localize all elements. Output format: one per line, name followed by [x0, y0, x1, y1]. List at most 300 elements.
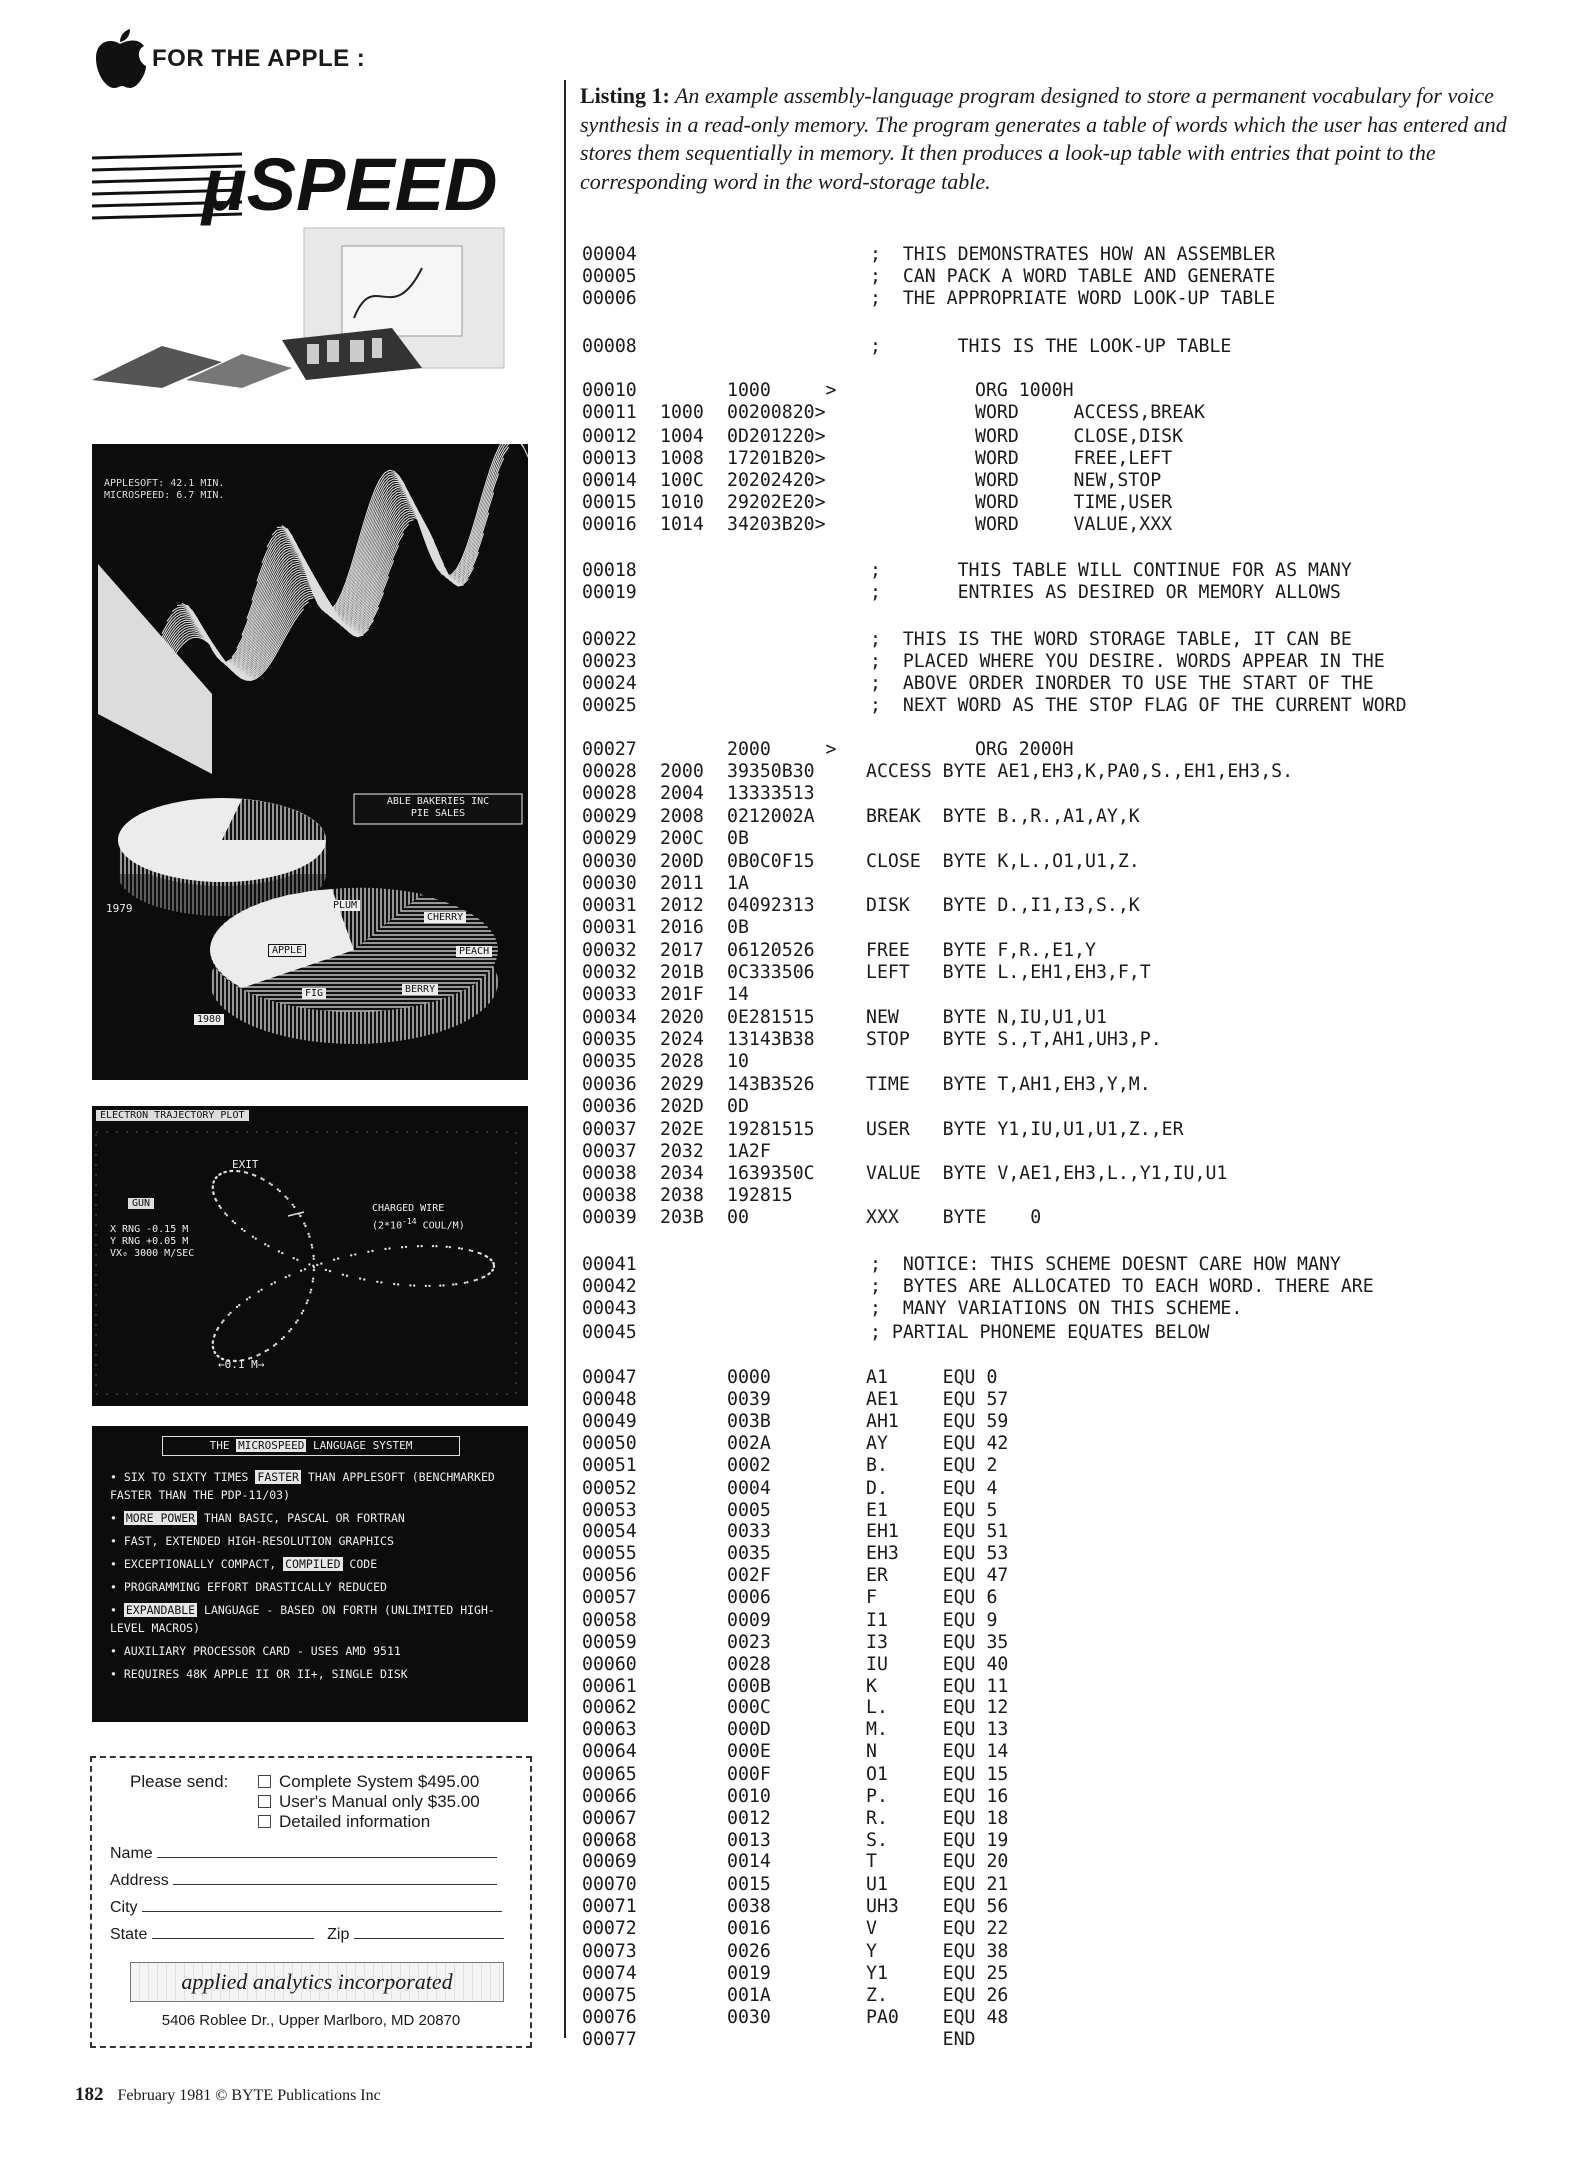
listing-field-c3: 001A [727, 1985, 771, 2006]
trajectory-dot [252, 1236, 254, 1238]
option-label: User's Manual only $35.00 [279, 1792, 480, 1811]
listing-field-c1: 00018 [582, 560, 637, 581]
trajectory-dot [256, 1354, 258, 1356]
listing-field-c3: 0038 [727, 1896, 771, 1917]
listing-caption-text: An example assembly-language program designed to store a permanent vocabulary for voice synthesis in a read-only memory. The program generates a table of words which the user has entered and stores them sequentially in memory. It then produces a look-up table with entries that point to the corresponding word in the word-storage table. [580, 83, 1507, 194]
year-1979: 1979 [106, 902, 133, 915]
listing-field-c1: 00033 [582, 984, 637, 1005]
listing-field-c1: 00031 [582, 917, 637, 938]
option-detailed-info[interactable] [258, 1812, 480, 1832]
zip-field-label: Zip [327, 1926, 350, 1943]
listing-field-c1: 00025 [582, 695, 637, 716]
trajectory-dot [269, 1182, 271, 1184]
listing-field-c1: 00028 [582, 783, 637, 804]
listing-field-c4: BREAK BYTE B.,R.,A1,AY,K [866, 806, 1140, 827]
listing-field-c2: 2012 [660, 895, 704, 916]
apple-logo-icon [92, 28, 148, 90]
listing-field-c3: 10 [727, 1051, 749, 1072]
listing-field-c3: 19281515 [727, 1119, 815, 1140]
listing-field-c1: 00063 [582, 1719, 637, 1740]
listing-field-c3: 34203B20> [727, 514, 826, 535]
slice-apple: APPLE [268, 944, 306, 957]
trajectory-dot [236, 1306, 238, 1308]
state-field-label: State [110, 1926, 148, 1943]
feature-item: • SIX TO SIXTY TIMES FASTER THAN APPLESOFT (BENCHMARKED FASTER THAN THE PDP-11/03) [110, 1470, 495, 1502]
feature-item-hl: EXPANDABLE [125, 1603, 196, 1617]
feature-item: • REQUIRES 48K APPLE II OR II+, SINGLE DISK [110, 1667, 408, 1681]
listing-field-c2: 2000 [660, 761, 704, 782]
feature-item: • EXPANDABLE LANGUAGE - BASED ON FORTH (UNLIMITED HIGH-LEVEL MACROS) [110, 1603, 495, 1635]
listing-field-c3: 0039 [727, 1389, 771, 1410]
listing-field-c4: NEW BYTE N,IU,U1,U1 [866, 1007, 1107, 1028]
feature-item-pre: FAST, EXTENDED HIGH-RESOLUTION GRAPHICS [123, 1534, 394, 1548]
slice-berry: BERRY [402, 984, 438, 995]
listing-field-c1: 00029 [582, 828, 637, 849]
listing-field-c4: R. EQU 18 [866, 1808, 1009, 1829]
trajectory-dot [213, 1351, 215, 1353]
listing-field-c1: 00015 [582, 492, 637, 513]
listing-field-c1: 00076 [582, 2007, 637, 2028]
listing-field-c4: P. EQU 16 [866, 1786, 1009, 1807]
listing-field-c4: END [866, 2029, 976, 2050]
listing-field-c4: TIME BYTE T,AH1,EH3,Y,M. [866, 1074, 1151, 1095]
listing-field-c1: 00053 [582, 1500, 637, 1521]
trajectory-dot [376, 1281, 378, 1283]
listing-field-c2: 2029 [660, 1074, 704, 1095]
listing-field-c1: 00055 [582, 1543, 637, 1564]
listing-field-c1: 00051 [582, 1455, 637, 1476]
trajectory-param-1: X RNG -0.15 M [110, 1224, 189, 1235]
benchmark-surface-plot [92, 444, 528, 782]
listing-field-c3: 0013 [727, 1830, 771, 1851]
trajectory-dot [490, 1259, 492, 1261]
feature-header-post: LANGUAGE SYSTEM [306, 1439, 413, 1452]
listing-field-c2: 1000 [660, 402, 704, 423]
trajectory-dot [308, 1235, 310, 1237]
listing-field-c1: 00068 [582, 1830, 637, 1851]
listing-field-c1: 00073 [582, 1941, 637, 1962]
listing-field-c1: 00056 [582, 1565, 637, 1586]
trajectory-dot [316, 1264, 318, 1266]
listing-field-c4: M. EQU 13 [866, 1719, 1009, 1740]
listing-field-c1: 00067 [582, 1808, 637, 1829]
trajectory-dot [218, 1205, 220, 1207]
trajectory-dot [493, 1263, 495, 1265]
trajectory-dot [461, 1248, 463, 1250]
trajectory-dot [466, 1281, 468, 1283]
trajectory-dot [224, 1212, 226, 1214]
listing-field-c3: 0012 [727, 1808, 771, 1829]
listing-field-c1: 00019 [582, 582, 637, 603]
option-users-manual[interactable] [258, 1792, 480, 1812]
listing-field-c1: 00016 [582, 514, 637, 535]
trajectory-dot [278, 1250, 280, 1252]
listing-field-c1: 00012 [582, 426, 637, 447]
listing-field-c3: 13143B38 [727, 1029, 815, 1050]
listing-field-c1: 00043 [582, 1298, 637, 1319]
listing-field-c4: UH3 EQU 56 [866, 1896, 1009, 1917]
listing-field-c3: 192815 [727, 1185, 793, 1206]
feature-list [110, 1468, 516, 1688]
listing-field-c1: 00037 [582, 1119, 637, 1140]
trajectory-dot [435, 1245, 437, 1247]
listing-field-c4: A1 EQU 0 [866, 1367, 998, 1388]
trajectory-dot [288, 1330, 290, 1332]
listing-field-c5: ; THIS TABLE WILL CONTINUE FOR AS MANY [870, 560, 1352, 581]
trajectory-dot [491, 1269, 493, 1271]
page-number: 182 [75, 2084, 104, 2105]
trajectory-dot [286, 1197, 288, 1199]
listing-field-c2: 100C [660, 470, 704, 491]
trajectory-dot [275, 1343, 277, 1345]
trajectory-dot [300, 1270, 302, 1272]
trajectory-dot [474, 1279, 476, 1281]
listing-field-c4: FREE BYTE F,R.,E1,Y [866, 940, 1096, 961]
listing-field-c3: 29202E20> [727, 492, 826, 513]
trajectory-dot [222, 1319, 224, 1321]
trajectory-dot [350, 1254, 352, 1256]
listing-field-c3: 0E281515 [727, 1007, 815, 1028]
trajectory-dot [405, 1246, 407, 1248]
listing-field-c4: IU EQU 40 [866, 1654, 1009, 1675]
year-1980: 1980 [194, 1014, 224, 1025]
listing-field-c1: 00054 [582, 1521, 637, 1542]
trajectory-dot [283, 1336, 285, 1338]
option-complete-system[interactable] [258, 1772, 480, 1792]
listing-field-c3: 0B [727, 828, 749, 849]
trajectory-dot [464, 1282, 466, 1284]
listing-field-c1: 00049 [582, 1411, 637, 1432]
listing-field-c2: 2034 [660, 1163, 704, 1184]
listing-field-c5: ; ABOVE ORDER INORDER TO USE THE START OF THE [870, 673, 1374, 694]
listing-field-c3: 000E [727, 1741, 771, 1762]
surface-wave-line [317, 444, 519, 613]
listing-field-c2: 203B [660, 1207, 704, 1228]
trajectory-dot [229, 1312, 231, 1314]
zip-field[interactable] [354, 1938, 504, 1939]
trajectory-dot [262, 1178, 264, 1180]
listing-field-c4: AY EQU 42 [866, 1433, 1009, 1454]
name-field-label: Name [110, 1845, 153, 1862]
checkbox[interactable] [258, 1775, 271, 1788]
listing-field-c5: ; THIS IS THE LOOK-UP TABLE [870, 336, 1232, 357]
option-label: Detailed information [279, 1812, 431, 1831]
trajectory-dot [354, 1253, 356, 1255]
trajectory-dot [279, 1190, 281, 1192]
trajectory-dot [212, 1340, 214, 1342]
listing-field-c1: 00070 [582, 1874, 637, 1895]
trajectory-dot [401, 1246, 403, 1248]
trajectory-dot [293, 1257, 295, 1259]
listing-field-c1: 00061 [582, 1676, 637, 1697]
trajectory-dot [243, 1230, 245, 1232]
name-field[interactable] [157, 1857, 497, 1858]
trajectory-dot [469, 1249, 471, 1251]
order-coupon [90, 1756, 532, 2048]
listing-field-c1: 00036 [582, 1074, 637, 1095]
trajectory-dot [254, 1174, 256, 1176]
address-field-label: Address [110, 1872, 169, 1889]
trajectory-dot [304, 1268, 306, 1270]
trajectory-dot [313, 1266, 315, 1268]
listing-field-c3: 20202420> [727, 470, 826, 491]
listing-field-c4: CLOSE BYTE K,L.,O1,U1,Z. [866, 851, 1140, 872]
column-divider [564, 80, 566, 2038]
listing-field-c3: 000C [727, 1697, 771, 1718]
trajectory-dot [367, 1251, 369, 1253]
trajectory-dot [481, 1276, 483, 1278]
trajectory-dot [295, 1321, 297, 1323]
trajectory-dot [241, 1228, 243, 1230]
trajectory-wire-value: (2*10 [372, 1220, 403, 1232]
trajectory-param-2: Y RNG +0.05 M [110, 1236, 189, 1247]
listing-field-c1: 00039 [582, 1207, 637, 1228]
listing-field-c4: E1 EQU 5 [866, 1500, 998, 1521]
listing-field-c4: O1 EQU 15 [866, 1764, 1009, 1785]
listing-field-c4: DISK BYTE D.,I1,I3,S.,K [866, 895, 1140, 916]
listing-field-c2: 201B [660, 962, 704, 983]
trajectory-dot [471, 1250, 473, 1252]
trajectory-param-3: VX₀ 3000 M/SEC [110, 1248, 195, 1259]
listing-field-c4: T EQU 20 [866, 1851, 1009, 1872]
trajectory-dot [265, 1350, 267, 1352]
hero-product-illustration [92, 118, 510, 388]
listing-field-c3: 0019 [727, 1963, 771, 1984]
listing-field-c1: 00038 [582, 1185, 637, 1206]
listing-field-c3: 1A2F [727, 1141, 771, 1162]
checkbox[interactable] [258, 1815, 271, 1828]
trajectory-dot [309, 1291, 311, 1293]
trajectory-dot [255, 1237, 257, 1239]
listing-field-c5: ; MANY VARIATIONS ON THIS SCHEME. [870, 1298, 1243, 1319]
listing-field-c1: 00032 [582, 962, 637, 983]
listing-field-c4: AE1 EQU 57 [866, 1389, 1009, 1410]
listing-field-c4: STOP BYTE S.,T,AH1,UH3,P. [866, 1029, 1162, 1050]
listing-field-c1: 00035 [582, 1051, 637, 1072]
trajectory-dot [329, 1270, 331, 1272]
trajectory-dot [246, 1298, 248, 1300]
page-footer [75, 2084, 381, 2106]
option-label: Complete System $495.00 [279, 1772, 480, 1791]
trajectory-dot [313, 1258, 315, 1260]
city-field[interactable] [142, 1911, 502, 1912]
listing-field-c3: 06120526 [727, 940, 815, 961]
feature-item-hl: FASTER [257, 1470, 299, 1484]
listing-label: Listing 1: [580, 83, 670, 108]
listing-field-c3: 0015 [727, 1874, 771, 1895]
trajectory-dot [281, 1252, 283, 1254]
listing-field-c3: 000D [727, 1719, 771, 1740]
feature-list-panel [92, 1426, 528, 1722]
pie-sales-chart [92, 774, 528, 1080]
trajectory-dot [228, 1314, 230, 1316]
feature-item: • EXCEPTIONALLY COMPACT, COMPILED CODE [110, 1557, 378, 1571]
slice-fig: FIG [302, 988, 326, 999]
listing-field-c2: 202E [660, 1119, 704, 1140]
checkbox[interactable] [258, 1795, 271, 1808]
listing-field-c3: 000F [727, 1764, 771, 1785]
listing-field-c1: 00022 [582, 629, 637, 650]
trajectory-dot [425, 1285, 427, 1287]
trajectory-dot [290, 1328, 292, 1330]
listing-field-c3: 002F [727, 1565, 771, 1586]
listing-field-c1: 00066 [582, 1786, 637, 1807]
listing-field-c4: L. EQU 12 [866, 1697, 1009, 1718]
trajectory-dot [257, 1290, 259, 1292]
listing-field-c2: 2008 [660, 806, 704, 827]
listing-field-c1: 00024 [582, 673, 637, 694]
listing-field-c4: EH3 EQU 53 [866, 1543, 1009, 1564]
trajectory-wire-unit: COUL/M) [416, 1220, 465, 1232]
listing-field-c3: 00200820> [727, 402, 826, 423]
trajectory-dot [219, 1173, 221, 1175]
surface-wave-line [222, 516, 424, 663]
listing-field-c1: 00011 [582, 402, 637, 423]
trajectory-dot [274, 1281, 276, 1283]
trajectory-dot [238, 1304, 240, 1306]
trajectory-dot [333, 1259, 335, 1261]
trajectory-dot [296, 1259, 298, 1261]
listing-field-c3: 0D201220> [727, 426, 826, 447]
listing-field-c3: 0006 [727, 1587, 771, 1608]
listing-field-c2: 2011 [660, 873, 704, 894]
trajectory-dot [363, 1278, 365, 1280]
listing-field-c4: F EQU 6 [866, 1587, 998, 1608]
trajectory-dot [301, 1312, 303, 1314]
listing-field-c2: 1008 [660, 448, 704, 469]
trajectory-dot [342, 1274, 344, 1276]
trajectory-dot [417, 1245, 419, 1247]
listing-field-c1: 00074 [582, 1963, 637, 1984]
trajectory-dot [449, 1246, 451, 1248]
listing-field-c4: Z. EQU 26 [866, 1985, 1009, 2006]
trajectory-dot [359, 1277, 361, 1279]
feature-header [162, 1436, 460, 1456]
listing-field-c3: 0016 [727, 1918, 771, 1939]
listing-field-c3: 0B0C0F15 [727, 851, 815, 872]
trajectory-dot [346, 1275, 348, 1277]
listing-field-c1: 00052 [582, 1478, 637, 1499]
trajectory-dot [442, 1284, 444, 1286]
listing-field-c3: 0005 [727, 1500, 771, 1521]
listing-field-c1: 00047 [582, 1367, 637, 1388]
trajectory-dot [267, 1245, 269, 1247]
trajectory-dot [212, 1185, 214, 1187]
electron-trajectory-plot [92, 1106, 528, 1406]
company-address: 5406 Roblee Dr., Upper Marlboro, MD 20870 [161, 2012, 461, 2029]
listing-field-c1: 00058 [582, 1610, 637, 1631]
listing-field-c1: 00042 [582, 1276, 637, 1297]
trajectory-dot [306, 1302, 308, 1304]
company-name: applied analytics incorporated [130, 1962, 504, 2002]
listing-field-c3: 0026 [727, 1941, 771, 1962]
listing-field-c1: 00057 [582, 1587, 637, 1608]
trajectory-dot [285, 1276, 287, 1278]
trajectory-dot [232, 1220, 234, 1222]
listing-field-c1: 00030 [582, 873, 637, 894]
listing-field-c4: VALUE BYTE V,AE1,EH3,L.,Y1,IU,U1 [866, 1163, 1228, 1184]
listing-field-c2: 2024 [660, 1029, 704, 1050]
listing-field-c3: 0023 [727, 1632, 771, 1653]
listing-field-c1: 00048 [582, 1389, 637, 1410]
listing-field-c2: 202D [660, 1096, 704, 1117]
trajectory-dot [371, 1250, 373, 1252]
feature-item-pre: EXCEPTIONALLY COMPACT, [123, 1557, 284, 1571]
listing-field-c4: ACCESS BYTE AE1,EH3,K,PA0,S.,EH1,EH3,S. [866, 761, 1294, 782]
listing-field-c2: 2028 [660, 1051, 704, 1072]
state-field[interactable] [152, 1938, 314, 1939]
listing-field-c2: 200C [660, 828, 704, 849]
listing-field-c4: EH1 EQU 51 [866, 1521, 1009, 1542]
trajectory-dot [455, 1283, 457, 1285]
listing-field-c8: WORD VALUE,XXX [975, 514, 1173, 535]
trajectory-dot [446, 1246, 448, 1248]
listing-field-c3: 0014 [727, 1851, 771, 1872]
listing-field-c8: WORD ACCESS,BREAK [975, 402, 1205, 423]
listing-field-c3: 39350B30 [727, 761, 815, 782]
listing-field-c1: 00077 [582, 2029, 637, 2050]
listing-field-c1: 00023 [582, 651, 637, 672]
listing-field-c1: 00075 [582, 1985, 637, 2006]
pie-title-1: ABLE BAKERIES INC [386, 796, 490, 807]
listing-field-c1: 00038 [582, 1163, 637, 1184]
feature-item-post: LANGUAGE - BASED ON FORTH (UNLIMITED HIGH-LEVEL MACROS) [110, 1603, 495, 1635]
listing-field-c2: 2016 [660, 917, 704, 938]
listing-field-c8: ORG 1000H [975, 380, 1074, 401]
trajectory-dot [212, 1191, 214, 1193]
listing-field-c1: 00060 [582, 1654, 637, 1675]
listing-field-c8: WORD CLOSE,DISK [975, 426, 1184, 447]
listing-field-c1: 00010 [582, 380, 637, 401]
listing-field-c3: 1000 > [727, 380, 837, 401]
slice-plum: PLUM [330, 900, 360, 911]
trajectory-dot [311, 1246, 313, 1248]
benchmark-line-1: APPLESOFT: 42.1 MIN. [104, 478, 225, 489]
listing-field-c5: ; ENTRIES AS DESIRED OR MEMORY ALLOWS [870, 582, 1341, 603]
trajectory-dot [281, 1338, 283, 1340]
feature-item: • MORE POWER THAN BASIC, PASCAL OR FORTRAN [110, 1511, 405, 1525]
feature-item-pre: REQUIRES 48K APPLE II OR II+, SINGLE DISK [123, 1667, 408, 1681]
listing-field-c4: I3 EQU 35 [866, 1632, 1009, 1653]
listing-caption [580, 82, 1524, 196]
feature-item: • FAST, EXTENDED HIGH-RESOLUTION GRAPHICS [110, 1534, 394, 1548]
trajectory-dot [428, 1285, 430, 1287]
listing-field-c4: U1 EQU 21 [866, 1874, 1009, 1895]
slice-cherry: CHERRY [424, 912, 466, 923]
trajectory-dot [217, 1327, 219, 1329]
trajectory-dot [213, 1180, 215, 1182]
feature-item-hl: MORE POWER [125, 1511, 196, 1525]
listing-field-c4: S. EQU 19 [866, 1830, 1009, 1851]
address-field[interactable] [173, 1884, 497, 1885]
listing-field-c4: LEFT BYTE L.,EH1,EH3,F,T [866, 962, 1151, 983]
listing-field-c5: ; PLACED WHERE YOU DESIRE. WORDS APPEAR IN THE [870, 651, 1385, 672]
trajectory-dot [452, 1283, 454, 1285]
listing-field-c1: 00065 [582, 1764, 637, 1785]
trajectory-dot [288, 1274, 290, 1276]
listing-field-c2: 2038 [660, 1185, 704, 1206]
listing-field-c3: 13333513 [727, 783, 815, 804]
trajectory-dot [432, 1245, 434, 1247]
trajectory-dot [384, 1248, 386, 1250]
listing-field-c4: I1 EQU 9 [866, 1610, 998, 1631]
listing-field-c1: 00069 [582, 1851, 637, 1872]
listing-field-c3: 14 [727, 984, 749, 1005]
listing-field-c4: Y EQU 38 [866, 1941, 1009, 1962]
listing-field-c2: 2004 [660, 783, 704, 804]
trajectory-dot [292, 1204, 294, 1206]
listing-field-c4: B. EQU 2 [866, 1455, 998, 1476]
